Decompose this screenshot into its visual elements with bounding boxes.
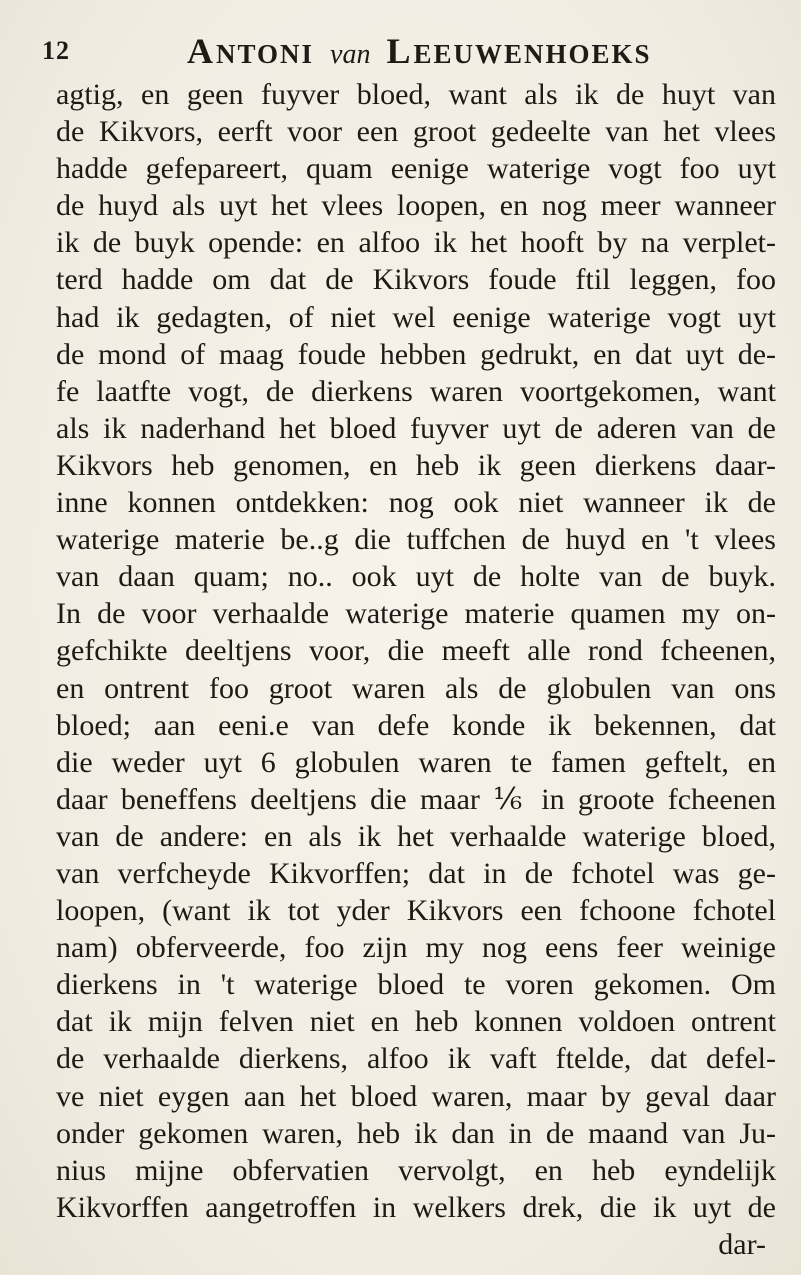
running-head (187, 30, 652, 72)
running-head-initial-1: A (187, 31, 216, 71)
text-line: ik de buyk opende: en alfoo ik het hooft by na verplet- (56, 226, 776, 260)
page-number: 12 (42, 36, 70, 65)
text-line: van verfcheyde Kikvorffen; dat in de fchotel was ge- (56, 856, 776, 890)
text-line: die weder uyt 6 globulen waren te famen geftelt, en (56, 745, 776, 779)
text-line: dierkens in 't waterige bloed te voren gekomen. Om (56, 968, 776, 1002)
text-line: de Kikvors, eerft voor een groot gedeelte van het vlees (56, 115, 776, 149)
text-line: nius mijne obfervatien vervolgt, en heb eyndelijk (56, 1153, 776, 1187)
text-line: hadde gefepareert, quam eenige waterige vogt foo uyt (56, 152, 776, 186)
text-line: had ik gedagten, of niet wel eenige waterige vogt uyt (56, 300, 776, 334)
text-line: de huyd als uyt het vlees loopen, en nog meer wanneer (56, 189, 776, 223)
text-line: dat ik mijn felven niet en heb konnen voldoen ontrent (56, 1005, 776, 1039)
text-line: en ontrent foo groot waren als de globulen van ons (56, 671, 776, 705)
text-line: de mond of maag foude hebben gedrukt, en dat uyt de- (56, 337, 776, 371)
text-line: van daan quam; no.. ook uyt de holte van de buyk. (56, 560, 776, 594)
text-line: terd hadde om dat de Kikvors foude ftil leggen, foo (56, 263, 776, 297)
text-line: van de andere: en als ik het verhaalde waterige bloed, (56, 819, 776, 853)
text-line: onder gekomen waren, heb ik dan in de maand van Ju- (56, 1116, 776, 1150)
text-line: de verhaalde dierkens, alfoo ik vaft ftelde, dat defel- (56, 1042, 776, 1076)
text-line: fe laatfte vogt, de dierkens waren voortgekomen, want (56, 374, 776, 408)
text-line: gefchikte deeltjens voor, die meeft alle rond fcheenen, (56, 634, 776, 668)
running-head-connector: van (330, 39, 371, 70)
text-line: Kikvors heb genomen, en heb ik geen dierkens daar- (56, 448, 776, 482)
page-header (42, 30, 754, 70)
text-line: daar beneffens deeltjens die maar ⅙ in groote fcheenen (56, 782, 776, 816)
body-text (56, 76, 776, 1263)
text-line: agtig, en geen fuyver bloed, want als ik de huyt van (56, 78, 776, 111)
text-line: waterige materie be..g die tuffchen de huyd en 't vlees (56, 523, 776, 557)
catchword: dar- (718, 1227, 766, 1261)
text-line: Kikvorffen aangetroffen in welkers drek, die ik uyt de (56, 1190, 776, 1224)
text-line: loopen, (want ik tot yder Kikvors een fchoone fchotel (56, 894, 776, 928)
text-line: In de voor verhaalde waterige materie quamen my on- (56, 597, 776, 631)
running-head-word-1: NTONI (216, 39, 315, 69)
running-head-initial-2: L (386, 31, 414, 71)
text-line: ve niet eygen aan het bloed waren, maar by geval daar (56, 1079, 776, 1113)
text-line: als ik naderhand het bloed fuyver uyt de aderen van de (56, 411, 776, 445)
text-line: nam) obferveerde, foo zijn my nog eens feer weinige (56, 931, 776, 965)
text-line: bloed; aan eeni.e van defe konde ik bekennen, dat (56, 708, 776, 742)
text-line: inne konnen ontdekken: nog ook niet wanneer ik de (56, 486, 776, 520)
running-head-word-2: EEUWENHOEKS (413, 39, 652, 69)
